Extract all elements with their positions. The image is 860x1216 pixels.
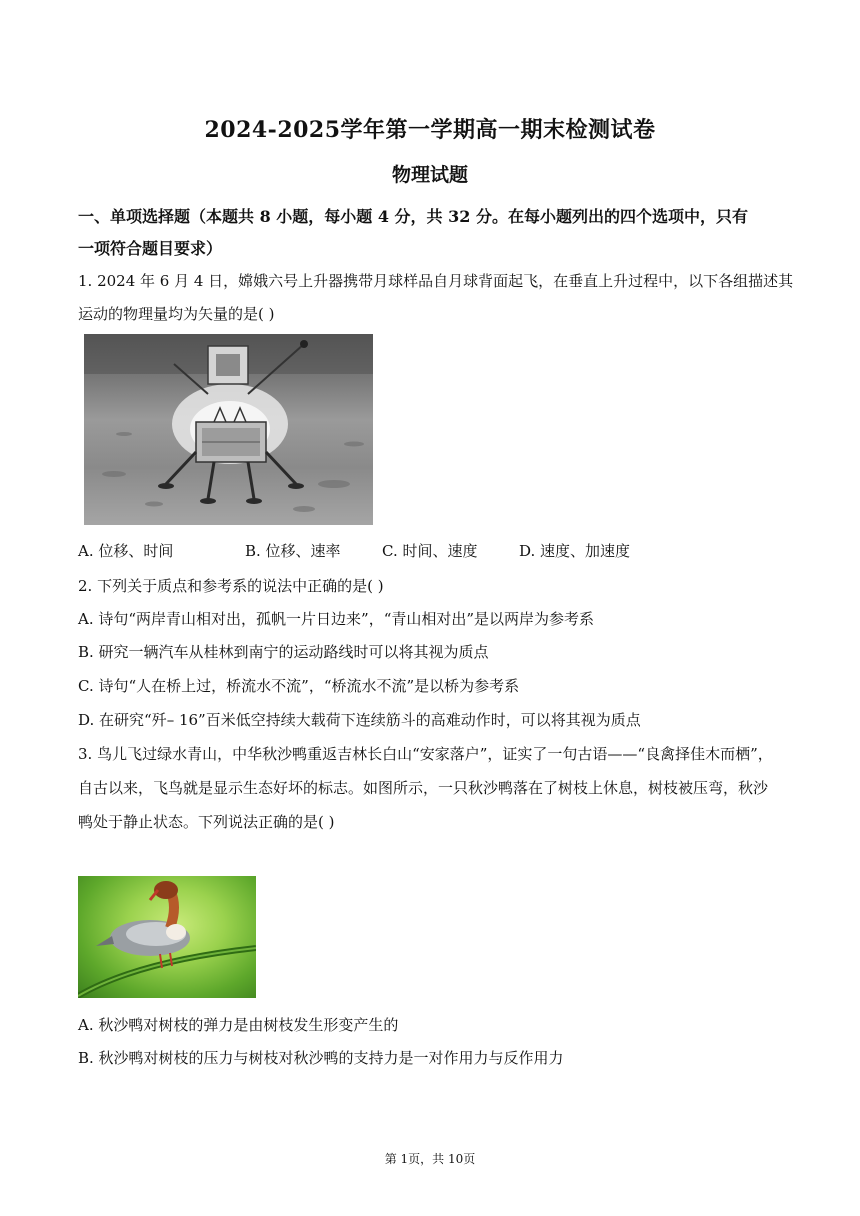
q3-stem-line3: 鸭处于静止状态。下列说法正确的是( ) [78,813,335,831]
q1-stem-line1: 1. 2024 年 6 月 4 日，嫦娥六号上升器携带月球样品自月球背面起飞，在垂直上升过程中，以下各组描述其 [78,272,794,290]
q3-stem-line1: 3. 鸟儿飞过绿水青山，中华秋沙鸭重返吉林长白山“安家落户”，证实了一句古语——“良禽择佳木而栖”， [78,745,773,763]
q3-stem-line2: 自古以来，飞鸟就是显示生态好坏的标志。如图所示，一只秋沙鸭落在了树枝上休息，树枝被压弯，秋沙 [78,779,769,797]
q2-option-a: A. 诗句“两岸青山相对出，孤帆一片日边来”，“青山相对出”是以两岸为参考系 [78,610,595,628]
duck-on-branch-image [78,876,256,998]
exam-subtitle: 物理试题 [391,164,468,186]
q1-option-a: A. 位移、时间 [78,542,174,560]
q2-option-d: D. 在研究“歼– 16”百米低空持续大载荷下连续筋斗的高难动作时，可以将其视为质点 [78,711,641,729]
q1-option-b: B. 位移、速率 [245,542,341,560]
page-number: 第 1页，共 10页 [384,1152,476,1166]
q1-option-c: C. 时间、速度 [382,542,478,560]
q2-stem: 2. 下列关于质点和参考系的说法中正确的是( ) [78,577,384,595]
section-heading-line1: 一、单项选择题（本题共 8 小题，每小题 4 分，共 32 分。在每小题列出的四个选项中，只有 [78,207,748,226]
q2-option-c: C. 诗句“人在桥上过，桥流水不流”，“桥流水不流”是以桥为参考系 [78,677,520,695]
section-heading-line2: 一项符合题目要求） [78,239,223,258]
q3-option-b: B. 秋沙鸭对树枝的压力与树枝对秋沙鸭的支持力是一对作用力与反作用力 [78,1049,564,1067]
exam-title: 2024-2025学年第一学期高一期末检测试卷 [204,117,656,143]
q1-option-d: D. 速度、加速度 [519,542,631,560]
q2-option-b: B. 研究一辆汽车从桂林到南宁的运动路线时可以将其视为质点 [78,643,489,661]
lunar-lander-image [84,334,373,525]
q3-option-a: A. 秋沙鸭对树枝的弹力是由树枝发生形变产生的 [78,1016,399,1034]
q1-stem-line2: 运动的物理量均为矢量的是( ) [78,305,275,323]
